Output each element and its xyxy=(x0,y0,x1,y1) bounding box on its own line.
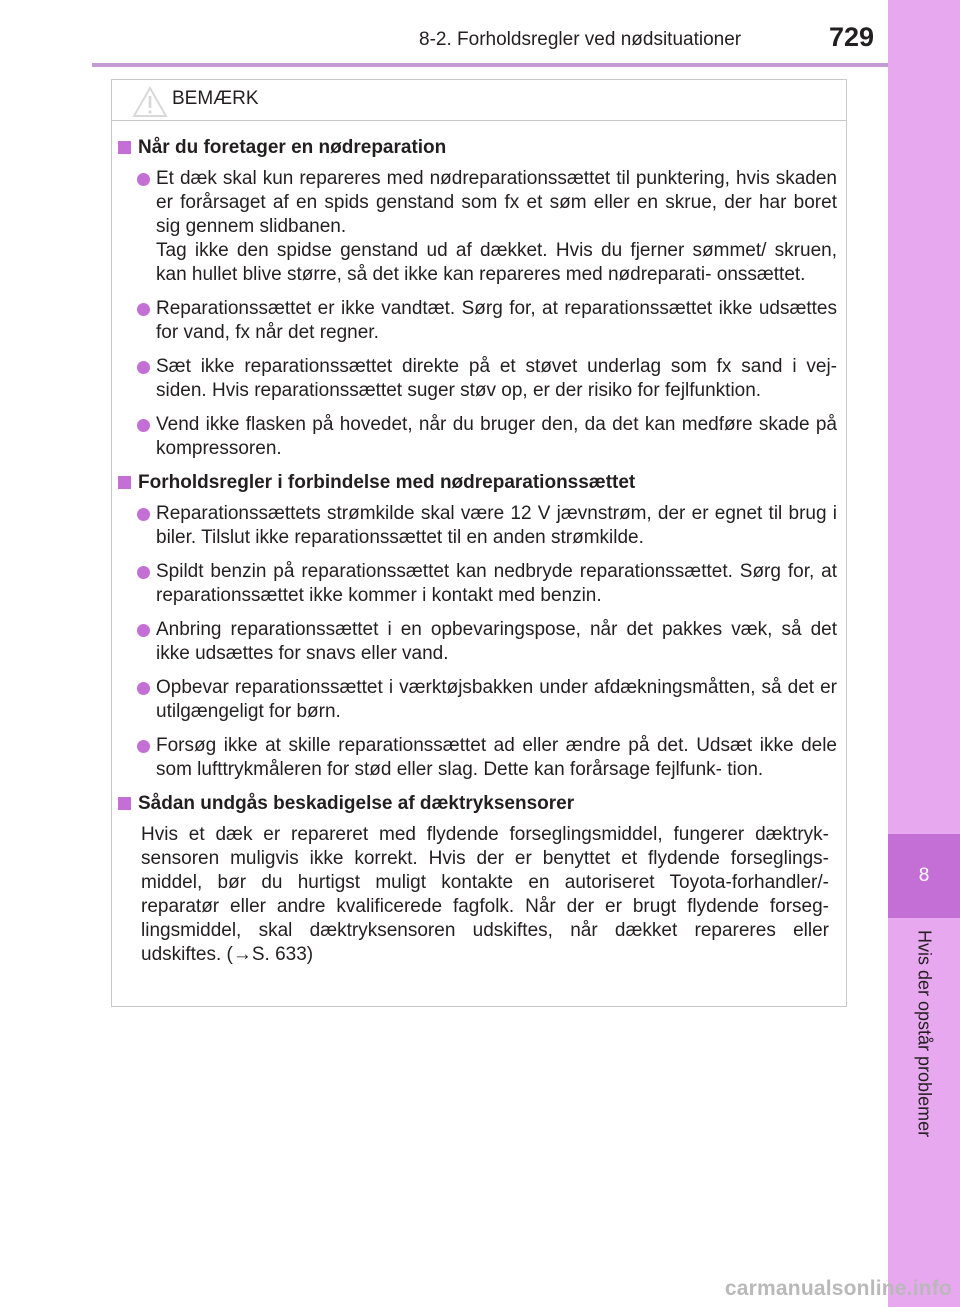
bullet-item xyxy=(118,676,837,724)
round-bullet-icon xyxy=(137,624,150,637)
watermark-text: carmanualsonline.info xyxy=(724,1277,952,1300)
notice-header xyxy=(112,80,846,121)
bullet-text: Opbevar reparationssættet i værktøjsbakken under afdækningsmåtten, så det er utilgængeligt for børn. xyxy=(156,677,837,722)
section-heading-sensors xyxy=(118,792,837,816)
notice-body xyxy=(112,121,846,967)
bullet-text: Anbring reparationssættet i en opbevaringspose, når det pakkes væk, så det ikke udsættes for snavs eller vand. xyxy=(156,619,837,664)
square-bullet-icon xyxy=(118,141,131,154)
bullet-text: Tag ikke den spidse genstand ud af dækket. Hvis du fjerner sømmet/ skruen, kan hullet blive større, så det ikke kan repareres med nødreparati- onssættet. xyxy=(156,240,837,285)
round-bullet-icon xyxy=(137,682,150,695)
chapter-title: Hvis der opstår problemer xyxy=(914,930,935,1138)
chapter-title-container xyxy=(888,930,960,1170)
round-bullet-icon xyxy=(137,303,150,316)
round-bullet-icon xyxy=(137,566,150,579)
square-bullet-icon xyxy=(118,797,131,810)
notice-box xyxy=(111,79,847,1007)
bullet-item xyxy=(118,618,837,666)
bullet-item xyxy=(118,734,837,782)
bullet-text: Sæt ikke reparationssættet direkte på et støvet underlag som fx sand i vej- siden. Hvis reparationssættet suger støv op, er der risiko for fejlfunktion. xyxy=(156,356,837,401)
bullet-item xyxy=(118,502,837,550)
round-bullet-icon xyxy=(137,419,150,432)
bullet-text: Spildt benzin på reparationssættet kan nedbryde reparationssættet. Sørg for, at reparationssættet ikke kommer i kontakt med benzin. xyxy=(156,561,837,606)
section-heading xyxy=(118,471,837,495)
bullet-text: Vend ikke flasken på hovedet, når du bruger den, da det kan medføre skade på kompressoren. xyxy=(156,414,837,459)
bullet-item xyxy=(118,167,837,287)
section-heading-text: Forholdsregler i forbindelse med nødreparationssættet xyxy=(138,472,636,493)
running-header-section: 8-2. Forholdsregler ved nødsituationer xyxy=(419,29,742,50)
round-bullet-icon xyxy=(137,508,150,521)
round-bullet-icon xyxy=(137,740,150,753)
bullet-text: Forsøg ikke at skille reparationssættet ad eller ændre på det. Udsæt ikke dele som lufttrykmåleren for stød eller slag. Dette kan forårsage fejlfunk- tion. xyxy=(156,735,837,780)
chapter-number-box[interactable] xyxy=(888,834,960,918)
bullet-item xyxy=(118,413,837,461)
bullet-item xyxy=(118,355,837,403)
section-heading xyxy=(118,136,837,160)
section-heading-text: Når du foretager en nødreparation xyxy=(138,137,447,158)
bullet-text: Reparationssættet er ikke vandtæt. Sørg for, at reparationssættet ikke udsættes for vand, fx når det regner. xyxy=(156,298,837,343)
bullet-item xyxy=(118,560,837,608)
notice-sections xyxy=(118,136,837,782)
page-number: 729 xyxy=(829,22,875,52)
warning-triangle-icon xyxy=(132,86,168,118)
sensor-paragraph: Hvis et dæk er repareret med flydende forseglingsmiddel, fungerer dæktryk- sensoren muligvis ikke korrekt. Hvis der er benyttet et flydende forseglings- middel, bør du hurtigst muligt kontakte en autoriseret Toyota-forhandler/- reparatør eller andre kvalificerede fagfolk. Når der er brugt flydende forseg- lingsmiddel, skal dæktryksensoren udskiftes, når dækket repareres eller udskiftes. (→S. 633) xyxy=(141,824,829,965)
square-bullet-icon xyxy=(118,476,131,489)
round-bullet-icon xyxy=(137,173,150,186)
round-bullet-icon xyxy=(137,361,150,374)
chapter-number: 8 xyxy=(918,865,930,886)
notice-title: BEMÆRK xyxy=(172,88,259,109)
header-rule xyxy=(92,63,888,67)
bullet-item xyxy=(118,297,837,345)
section-heading-text: Sådan undgås beskadigelse af dæktryksensorer xyxy=(138,793,575,814)
bullet-text: Reparationssættets strømkilde skal være 12 V jævnstrøm, der er egnet til brug i biler. Tilslut ikke reparationssættet til en anden strømkilde. xyxy=(156,503,837,548)
bullet-text: Et dæk skal kun repareres med nødreparationssættet til punktering, hvis skaden er forårsaget af en spids genstand som fx et søm eller en skrue, der har boret sig gennem slidbanen. xyxy=(156,168,837,237)
